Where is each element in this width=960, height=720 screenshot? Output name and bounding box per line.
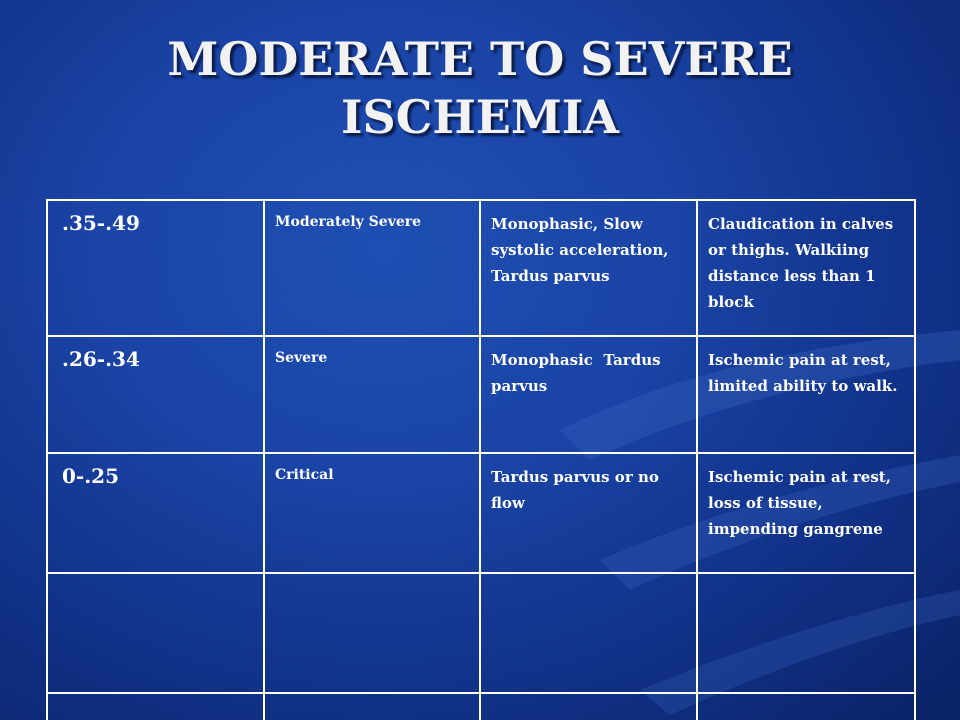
waveform-cell: Tardus parvus or no flow (480, 453, 697, 573)
severity-cell: Severe (264, 336, 480, 453)
ischemia-table (46, 199, 916, 720)
waveform-cell: Monophasic Tardus parvus (480, 336, 697, 453)
abi-range-cell: .26-.34 (47, 336, 264, 453)
symptoms-cell: Claudication in calves or thighs. Walkiing distance less than 1 block (697, 200, 915, 336)
table-row (47, 336, 915, 453)
waveform-cell (480, 693, 697, 720)
symptoms-cell: Ischemic pain at rest, loss of tissue, impending gangrene (697, 453, 915, 573)
severity-cell (264, 573, 480, 693)
severity-cell (264, 693, 480, 720)
symptoms-cell (697, 573, 915, 693)
title-line-1: MODERATE TO SEVERE (167, 32, 793, 86)
table-row (47, 693, 915, 720)
abi-range-cell (47, 573, 264, 693)
waveform-cell: Monophasic, Slow systolic acceleration, Tardus parvus (480, 200, 697, 336)
symptoms-cell: Ischemic pain at rest, limited ability to walk. (697, 336, 915, 453)
table-row (47, 573, 915, 693)
abi-range-cell: .35-.49 (47, 200, 264, 336)
abi-range-cell (47, 693, 264, 720)
abi-range-cell: 0-.25 (47, 453, 264, 573)
title-line-2: ISCHEMIA (341, 90, 619, 144)
table-row (47, 453, 915, 573)
symptoms-cell (697, 693, 915, 720)
page-title (0, 30, 960, 146)
waveform-cell (480, 573, 697, 693)
table-row (47, 200, 915, 336)
severity-cell: Critical (264, 453, 480, 573)
severity-cell: Moderately Severe (264, 200, 480, 336)
